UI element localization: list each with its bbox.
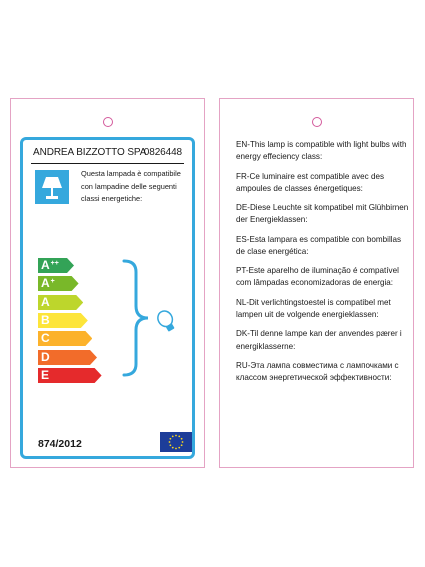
regulation-number: 874/2012 — [38, 438, 82, 450]
language-item: ES-Esta lampara es compatible con bombillas de clase energética: — [236, 234, 402, 256]
language-item: RU-Эта лампа совместима с лампочками с классом энергетической эффективности: — [236, 361, 399, 383]
compatibility-text: Questa lampada è compatibile con lampadine delle seguenti classi energetiche: — [81, 169, 181, 203]
language-item: DE-Diese Leuchte sit kompatibel mit Glühbirnen der Energieklassen: — [236, 203, 409, 225]
energy-class-row — [38, 368, 102, 383]
energy-class-row — [38, 350, 102, 365]
energy-class-row — [38, 276, 102, 291]
brand-name: ANDREA BIZZOTTO SPA — [33, 147, 147, 158]
energy-class-label: A — [41, 294, 50, 309]
energy-class-label: A+ — [41, 276, 55, 291]
energy-class-row — [38, 295, 102, 310]
energy-class-label: D — [41, 349, 50, 364]
translations-card — [219, 98, 414, 468]
energy-class-row — [38, 313, 102, 328]
language-item: EN-This lamp is compatible with light bulbs with energy effeciency class: — [236, 140, 407, 162]
energy-class-label: E — [41, 367, 50, 382]
curly-bracket-icon — [120, 258, 156, 378]
language-item: PT-Este aparelho de iluminação é compatível com lâmpadas economizadoras de energia: — [236, 266, 399, 288]
hang-hole — [312, 117, 322, 127]
header-divider — [31, 163, 184, 164]
language-item: DK-Til denne lampe kan der anvendes pærer i energiklasserne: — [236, 329, 402, 351]
language-list — [236, 139, 411, 392]
energy-class-row — [38, 331, 102, 346]
eu-flag-icon — [160, 432, 192, 452]
label-frame — [20, 137, 195, 459]
energy-class-label: A++ — [41, 258, 59, 272]
energy-class-row — [38, 258, 102, 273]
language-item: NL-Dit verlichtingstoestel is compatibel met lampen uit de volgende energieklassen: — [236, 297, 391, 319]
light-bulb-icon — [155, 308, 185, 334]
product-code: 0826448 — [143, 147, 182, 158]
energy-label-card — [10, 98, 205, 468]
energy-class-label: C — [41, 331, 50, 346]
table-lamp-icon — [35, 170, 69, 204]
label-header — [29, 141, 186, 163]
energy-class-label: B — [41, 312, 50, 327]
hang-hole — [103, 117, 113, 127]
language-item: FR-Ce luminaire est compatible avec des ampoules de classes énergetiques: — [236, 171, 384, 193]
